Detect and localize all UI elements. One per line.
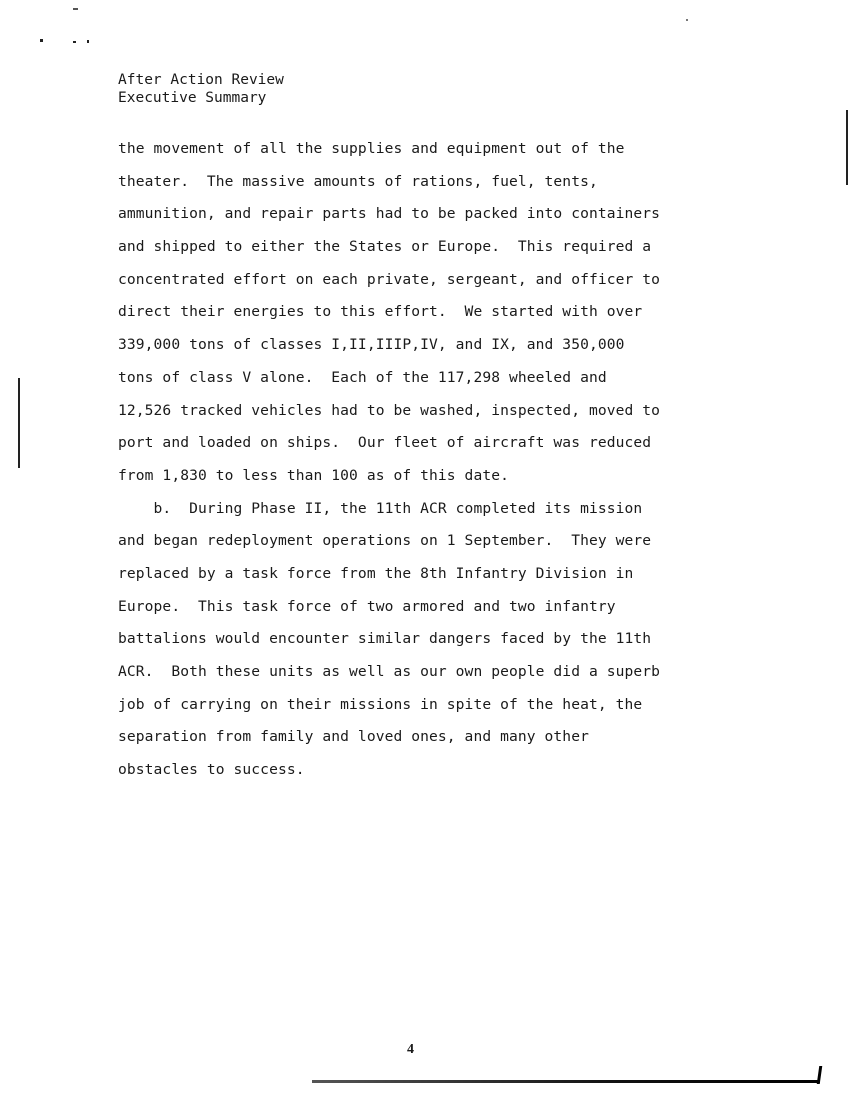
text-line: 339,000 tons of classes I,II,IIIP,IV, and IX, and 350,000 — [118, 336, 625, 354]
text-line: 12,526 tracked vehicles had to be washed, inspected, moved to — [118, 401, 661, 419]
text-line: b. During Phase II, the 11th ACR completed its mission — [118, 499, 643, 517]
scan-margin-line — [846, 110, 848, 185]
text-line: Europe. This task force of two armored and two infantry — [118, 597, 616, 615]
header-title: After Action Review — [118, 72, 284, 88]
text-line: battalions would encounter similar dangers faced by the 11th — [118, 630, 652, 648]
text-line: concentrated effort on each private, sergeant, and officer to — [118, 270, 661, 288]
page-number: 4 — [407, 1042, 414, 1057]
text-line: job of carrying on their missions in spite of the heat, the — [118, 695, 643, 713]
body-text — [118, 138, 728, 792]
header-subtitle: Executive Summary — [118, 90, 267, 106]
text-line: theater. The massive amounts of rations, fuel, tents, — [118, 172, 598, 190]
scan-speck — [73, 8, 78, 10]
text-line: port and loaded on ships. Our fleet of aircraft was reduced — [118, 434, 652, 452]
scan-speck — [40, 39, 43, 42]
text-line: obstacles to success. — [118, 761, 305, 779]
scan-margin-line — [18, 378, 20, 468]
text-line: ammunition, and repair parts had to be packed into containers — [118, 205, 661, 223]
text-line: direct their energies to this effort. We started with over — [118, 303, 643, 321]
text-line: the movement of all the supplies and equipment out of the — [118, 140, 625, 157]
scan-speck — [87, 40, 89, 43]
text-line: separation from family and loved ones, and many other — [118, 728, 589, 746]
text-line: and began redeployment operations on 1 September. They were — [118, 532, 652, 550]
text-line: and shipped to either the States or Europe. This required a — [118, 238, 652, 256]
bottom-scan-rule — [312, 1080, 820, 1083]
text-line: replaced by a task force from the 8th Infantry Division in — [118, 564, 634, 582]
document-header — [118, 71, 284, 107]
scan-speck — [686, 19, 688, 21]
scan-speck — [73, 41, 76, 43]
bottom-scan-tick — [817, 1066, 823, 1084]
text-line: ACR. Both these units as well as our own people did a superb — [118, 663, 661, 680]
text-line: from 1,830 to less than 100 as of this date. — [118, 466, 509, 484]
text-line: tons of class V alone. Each of the 117,298 wheeled and — [118, 368, 607, 386]
